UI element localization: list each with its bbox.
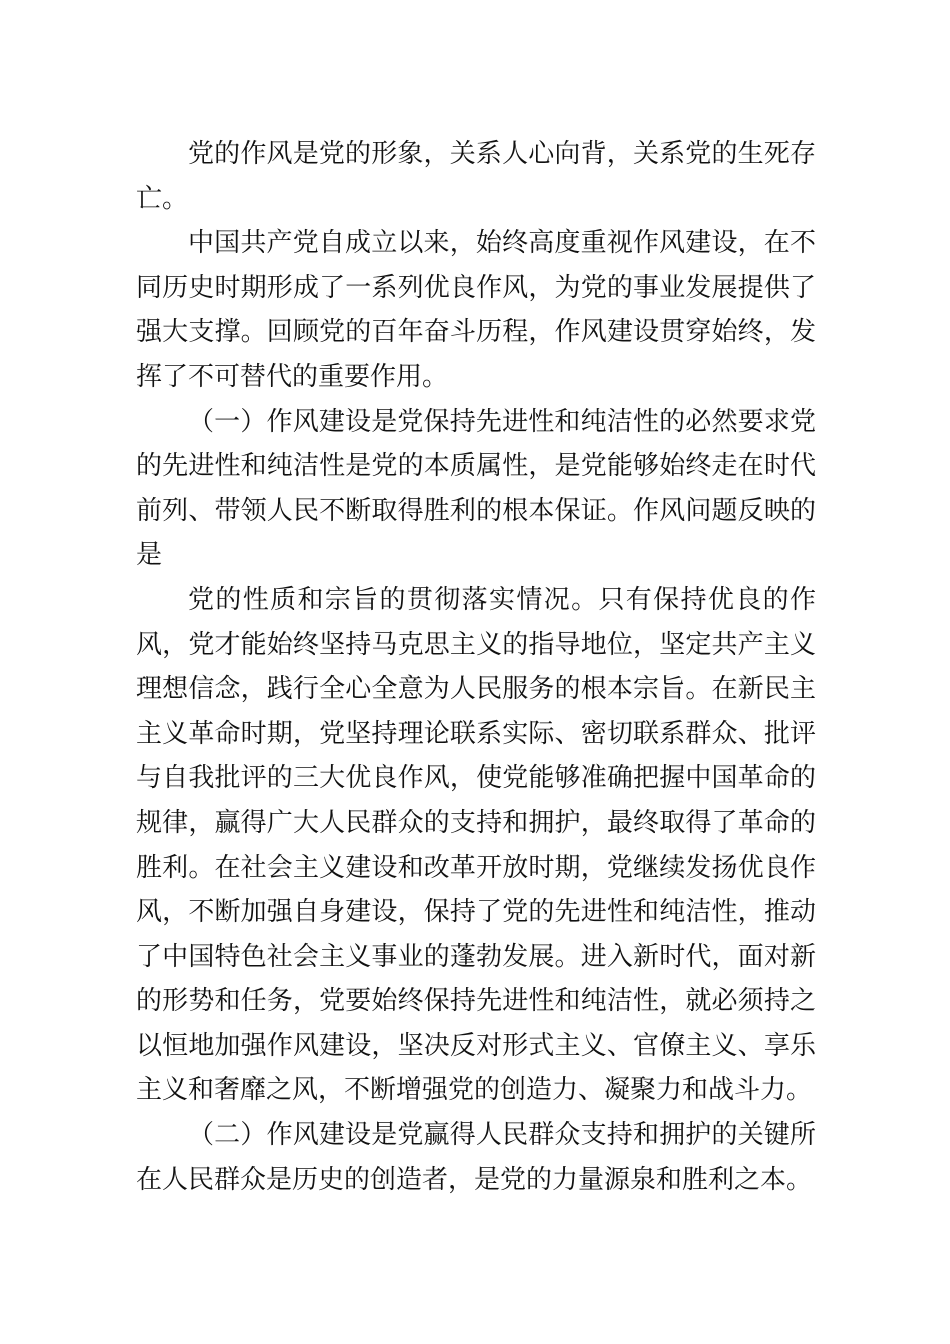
paragraph-section-one-body: 党的性质和宗旨的贯彻落实情况。只有保持优良的作风，党才能始终坚持马克思主义的指导地位，坚定共产主义理想信念，践行全心全意为人民服务的根本宗旨。在新民主主义革命时期，党坚持理论联系实际、密切联系群众、批评与自我批评的三大优良作风，使党能够准确把握中国革命的规律，赢得广大人民群众的支持和拥护，最终取得了革命的胜利。在社会主义建设和改革开放时期，党继续发扬优良作风，不断加强自身建设，保持了党的先进性和纯洁性，推动了中国特色社会主义事业的蓬勃发展。进入新时代，面对新的形势和任务，党要始终保持先进性和纯洁性，就必须持之以恒地加强作风建设，坚决反对形式主义、官僚主义、享乐主义和奢靡之风，不断增强党的创造力、凝聚力和战斗力。 xyxy=(136,584,816,1106)
document-body xyxy=(136,132,816,1202)
paragraph-intro: 党的作风是党的形象，关系人心向背，关系党的生死存亡。 xyxy=(136,139,816,214)
paragraph-section-one: （一）作风建设是党保持先进性和纯洁性的必然要求党的先进性和纯洁性是党的本质属性，是党能够始终走在时代前列、带领人民不断取得胜利的根本保证。作风问题反映的是 xyxy=(136,406,816,571)
paragraph-history: 中国共产党自成立以来，始终高度重视作风建设，在不同历史时期形成了一系列优良作风，为党的事业发展提供了强大支撑。回顾党的百年奋斗历程，作风建设贯穿始终，发挥了不可替代的重要作用。 xyxy=(136,228,816,392)
paragraph-section-two: （二）作风建设是党赢得人民群众支持和拥护的关键所在人民群众是历史的创造者，是党的力量源泉和胜利之本。 xyxy=(136,1120,816,1195)
